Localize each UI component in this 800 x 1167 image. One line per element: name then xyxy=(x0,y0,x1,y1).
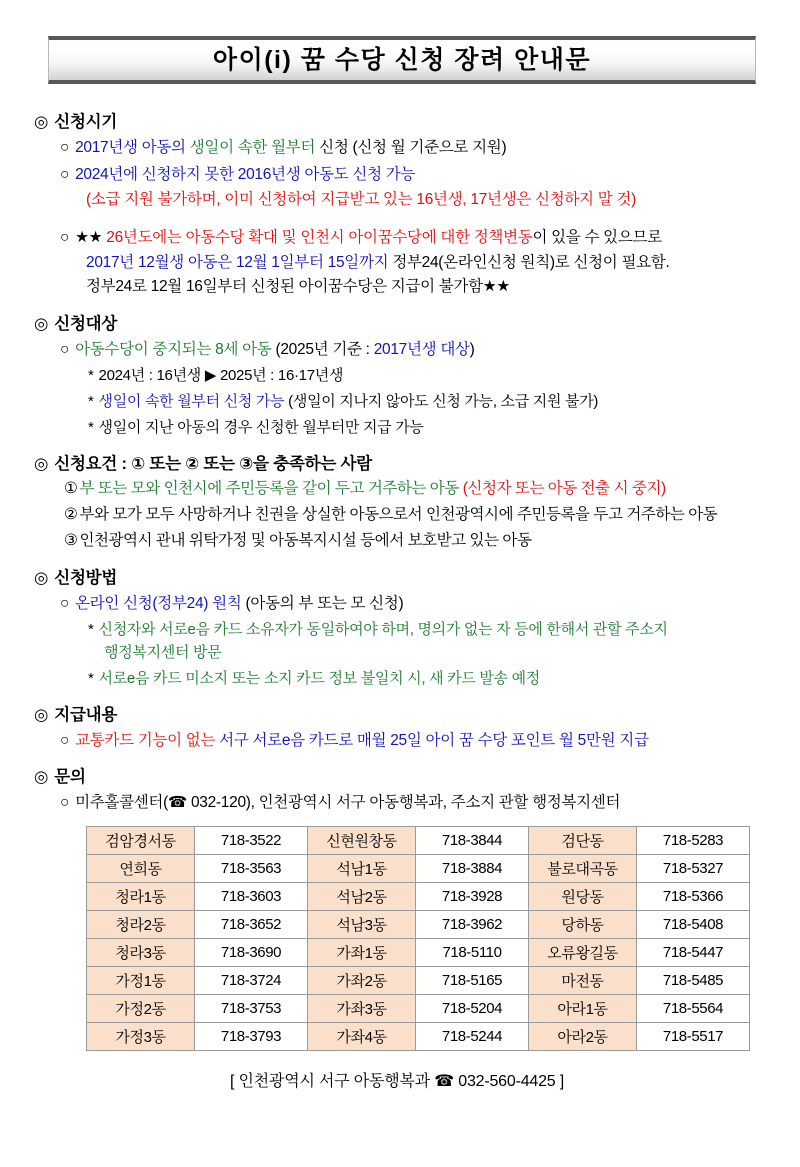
section-heading-label: 신청방법 xyxy=(54,568,118,587)
bullet-item xyxy=(60,792,760,814)
text-run: (소급 지원 불가하며, 이미 신청하여 지급받고 있는 16년생, 17년생은 신청하지 말 것) xyxy=(86,190,636,208)
section-heading xyxy=(34,701,760,725)
table-cell-phone-number: 718-5517 xyxy=(637,1022,750,1050)
bullet-item xyxy=(60,164,760,186)
circle-bullet-icon: ○ xyxy=(60,340,70,358)
text-line-continuation xyxy=(86,189,760,211)
text-run: 2017년생 아동의 xyxy=(75,139,190,156)
text-run: 2017년생 대상 xyxy=(373,340,470,358)
section-heading-label: 지급내용 xyxy=(54,705,118,724)
text-run: 아동수당이 중지되는 8세 아동 xyxy=(75,340,272,358)
table-cell-dong-name: 가좌4동 xyxy=(308,1022,416,1050)
text-run: 온라인 신청(정부24) 원칙 xyxy=(75,594,242,612)
table-cell-dong-name: 아라2동 xyxy=(529,1022,637,1050)
table-cell-dong-name: 가정2동 xyxy=(87,994,195,1022)
numbered-item xyxy=(64,530,760,552)
circle-bullet-icon: ○ xyxy=(60,731,70,749)
table-row xyxy=(87,1022,750,1050)
document-body xyxy=(0,84,800,1091)
text-run: 정부24로 12월 16일부터 신청된 아이꿈수당은 지급이 불가함★★ xyxy=(86,278,510,296)
sub-bullet-item xyxy=(88,365,760,387)
numbered-item xyxy=(64,504,760,526)
table-cell-phone-number: 718-3690 xyxy=(195,938,308,966)
text-run: 26년도에는 아동수당 확대 및 인천시 아이꿈수당에 대한 정책변동 xyxy=(106,229,533,247)
text-run: (아동의 부 또는 모 신청) xyxy=(241,594,404,612)
bullet-item xyxy=(60,339,760,361)
table-cell-dong-name: 마전동 xyxy=(529,966,637,994)
table-cell-phone-number: 718-5165 xyxy=(416,966,529,994)
table-cell-phone-number: 718-3724 xyxy=(195,966,308,994)
table-row xyxy=(87,910,750,938)
text-line-continuation xyxy=(104,642,760,664)
section-heading-label: 신청시기 xyxy=(54,113,118,131)
table-cell-phone-number: 718-5408 xyxy=(637,910,750,938)
table-cell-dong-name: 가좌3동 xyxy=(308,994,416,1022)
table-cell-phone-number: 718-3884 xyxy=(416,854,529,882)
section-heading-label: 신청요건 : ① 또는 ② 또는 ③을 충족하는 사람 xyxy=(54,454,372,473)
section-marker-icon: ◎ xyxy=(34,454,49,473)
text-run: 인천광역시 관내 위탁가정 및 아동복지시설 등에서 보호받고 있는 아동 xyxy=(79,532,532,550)
table-row xyxy=(87,966,750,994)
table-cell-phone-number: 718-5204 xyxy=(416,994,529,1022)
text-run: ★★ xyxy=(75,229,107,247)
section-heading-label: 신청대상 xyxy=(54,314,118,333)
text-run: 이 있을 수 있으므로 xyxy=(532,229,662,247)
numbered-item xyxy=(64,478,760,500)
contacts-table-wrap xyxy=(86,826,760,1051)
text-run: 2024년 : 16년생 ▶ 2025년 : 16·17년생 xyxy=(98,367,344,385)
text-run: 서로e음 카드 미소지 또는 소지 카드 정보 불일치 시, 새 카드 발송 예정 xyxy=(98,669,540,687)
text-run: 생일이 속한 월부터 신청 가능 xyxy=(98,393,285,411)
table-cell-dong-name: 석남2동 xyxy=(308,882,416,910)
table-row xyxy=(87,826,750,854)
text-run: 신청자와 서로e음 카드 소유자가 동일하여야 하며, 명의가 없는 자 등에 한해서 관할 주소지 xyxy=(98,621,668,639)
table-cell-phone-number: 718-5447 xyxy=(637,938,750,966)
text-run: ) xyxy=(469,340,475,358)
circle-bullet-icon: ○ xyxy=(60,229,70,247)
table-cell-dong-name: 당하동 xyxy=(529,910,637,938)
table-cell-phone-number: 718-5485 xyxy=(637,966,750,994)
sub-bullet-item xyxy=(88,619,760,641)
table-cell-phone-number: 718-3563 xyxy=(195,854,308,882)
table-row xyxy=(87,854,750,882)
document-page xyxy=(0,36,800,1167)
text-run: 교통카드 기능이 없는 xyxy=(75,731,216,749)
table-cell-phone-number: 718-5110 xyxy=(416,938,529,966)
table-cell-phone-number: 718-3928 xyxy=(416,882,529,910)
section-heading-label: 문의 xyxy=(54,768,86,787)
text-run: (생일이 지나지 않아도 신청 가능, 소급 지원 불가) xyxy=(284,393,599,411)
table-cell-dong-name: 오류왕길동 xyxy=(529,938,637,966)
text-run: 서구 서로e음 카드로 매월 25일 아이 꿈 수당 포인트 월 5만원 지급 xyxy=(215,731,649,749)
text-line-continuation xyxy=(86,276,760,298)
page-title: 아이(i) 꿈 수당 신청 장려 안내문 xyxy=(212,45,592,74)
table-cell-dong-name: 원당동 xyxy=(529,882,637,910)
bullet-item xyxy=(60,137,760,159)
circle-bullet-icon: ○ xyxy=(60,594,70,612)
bullet-item xyxy=(60,730,760,752)
text-run: 생일이 속한 월부터 xyxy=(189,139,316,156)
star-bullet-icon: * xyxy=(88,621,94,639)
table-cell-phone-number: 718-5283 xyxy=(637,826,750,854)
table-cell-phone-number: 718-5244 xyxy=(416,1022,529,1050)
table-cell-dong-name: 불로대곡동 xyxy=(529,854,637,882)
sections-container xyxy=(34,108,760,815)
star-bullet-icon: * xyxy=(88,669,94,687)
text-run: 신청 (신청 월 기준으로 지원) xyxy=(315,139,507,156)
section-heading xyxy=(34,108,760,132)
circle-bullet-icon: ○ xyxy=(60,139,70,156)
bullet-item xyxy=(60,227,760,249)
table-cell-dong-name: 연희동 xyxy=(87,854,195,882)
star-bullet-icon: * xyxy=(88,393,94,411)
table-cell-phone-number: 718-5366 xyxy=(637,882,750,910)
vertical-spacer xyxy=(34,211,760,222)
table-cell-phone-number: 718-3962 xyxy=(416,910,529,938)
table-cell-dong-name: 가좌2동 xyxy=(308,966,416,994)
table-cell-dong-name: 가좌1동 xyxy=(308,938,416,966)
table-cell-phone-number: 718-3652 xyxy=(195,910,308,938)
table-cell-phone-number: 718-3844 xyxy=(416,826,529,854)
text-line-continuation xyxy=(86,252,760,274)
table-row xyxy=(87,882,750,910)
circle-bullet-icon: ○ xyxy=(60,166,70,184)
section-marker-icon: ◎ xyxy=(34,314,49,333)
section-heading xyxy=(34,450,760,474)
document-title-banner xyxy=(48,36,756,84)
table-cell-dong-name: 검암경서동 xyxy=(87,826,195,854)
text-run: (신청자 또는 아동 전출 시 중지) xyxy=(462,479,666,497)
table-cell-phone-number: 718-5564 xyxy=(637,994,750,1022)
table-cell-dong-name: 석남3동 xyxy=(308,910,416,938)
table-cell-phone-number: 718-3603 xyxy=(195,882,308,910)
section-heading xyxy=(34,564,760,588)
star-bullet-icon: * xyxy=(88,367,94,385)
section-heading xyxy=(34,310,760,334)
table-row xyxy=(87,938,750,966)
text-run: 행정복지센터 방문 xyxy=(104,644,222,662)
table-cell-dong-name: 청라1동 xyxy=(87,882,195,910)
circled-number-icon: ② xyxy=(64,506,78,523)
table-row xyxy=(87,994,750,1022)
text-run: 미추홀콜센터(☎ 032-120), 인천광역시 서구 아동행복과, 주소지 관할 행정복지센터 xyxy=(75,794,621,812)
table-cell-phone-number: 718-3753 xyxy=(195,994,308,1022)
sub-bullet-item xyxy=(88,417,760,439)
table-cell-dong-name: 가정3동 xyxy=(87,1022,195,1050)
circled-number-icon: ① xyxy=(64,479,78,497)
table-cell-phone-number: 718-3793 xyxy=(195,1022,308,1050)
text-run: (2025년 기준 : xyxy=(271,340,374,358)
sub-bullet-item xyxy=(88,668,760,690)
section-marker-icon: ◎ xyxy=(34,113,49,131)
text-run: 생일이 지난 아동의 경우 신청한 월부터만 지급 가능 xyxy=(98,418,424,436)
text-run: 2024년에 신청하지 못한 2016년생 아동도 신청 가능 xyxy=(75,166,416,184)
contacts-table-body xyxy=(87,826,750,1050)
text-run: 정부24(온라인신청 원칙)로 신청이 필요함. xyxy=(388,253,670,271)
table-cell-dong-name: 신현원창동 xyxy=(308,826,416,854)
circled-number-icon: ③ xyxy=(64,532,78,550)
circle-bullet-icon: ○ xyxy=(60,794,70,812)
sub-bullet-item xyxy=(88,391,760,413)
table-cell-dong-name: 청라2동 xyxy=(87,910,195,938)
table-cell-dong-name: 검단동 xyxy=(529,826,637,854)
contacts-table xyxy=(86,826,750,1051)
section-marker-icon: ◎ xyxy=(34,768,49,787)
star-bullet-icon: * xyxy=(88,418,94,436)
section-heading xyxy=(34,763,760,787)
footer-contact: [ 인천광역시 서구 아동행복과 ☎ 032-560-4425 ] xyxy=(229,1072,564,1090)
table-cell-phone-number: 718-5327 xyxy=(637,854,750,882)
bullet-item xyxy=(60,593,760,615)
table-cell-dong-name: 아라1동 xyxy=(529,994,637,1022)
section-marker-icon: ◎ xyxy=(34,705,49,724)
table-cell-dong-name: 가정1동 xyxy=(87,966,195,994)
text-run: 2017년 12월생 아동은 12월 1일부터 15일까지 xyxy=(86,253,389,271)
text-run: 부와 모가 모두 사망하거나 친권을 상실한 아동으로서 인천광역시에 주민등록을 두고 거주하는 아동 xyxy=(79,506,718,523)
section-marker-icon: ◎ xyxy=(34,568,49,587)
table-cell-phone-number: 718-3522 xyxy=(195,826,308,854)
text-run: 부 또는 모와 인천시에 주민등록을 같이 두고 거주하는 아동 xyxy=(79,479,459,497)
table-cell-dong-name: 청라3동 xyxy=(87,938,195,966)
table-cell-dong-name: 석남1동 xyxy=(308,854,416,882)
